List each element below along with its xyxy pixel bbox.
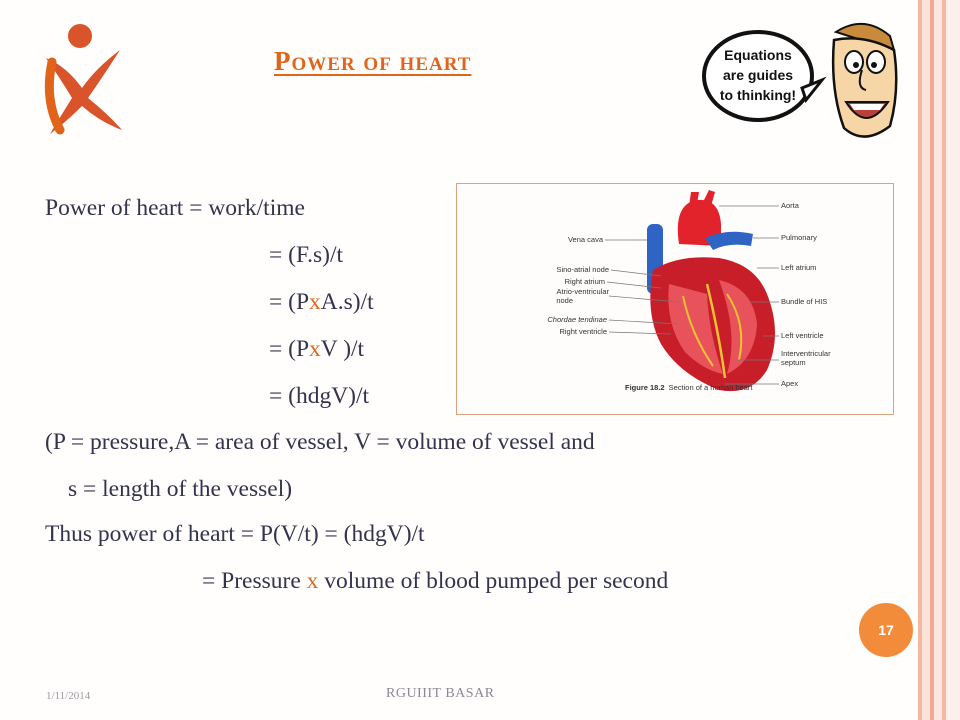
bubble-line: are guides	[722, 67, 794, 83]
label-atrio-ventricular: Atrio-ventricular	[556, 287, 609, 296]
text-line	[202, 567, 668, 595]
label-pulmonary: Pulmonary	[781, 233, 817, 242]
footer-institution: RGUIIIT BASAR	[386, 686, 495, 701]
multiply-symbol: x	[306, 568, 319, 594]
label-septum: septum	[781, 358, 806, 367]
label-right-atrium: Right atrium	[564, 277, 605, 286]
bubble-line: Equations	[724, 47, 792, 63]
slide-title: Power of heart	[274, 46, 472, 76]
text-line: s = length of the vessel)	[68, 476, 293, 502]
text-line: = (hdgV)/t	[269, 383, 370, 409]
page-number-badge: 17	[859, 603, 913, 657]
label-node: node	[556, 296, 573, 305]
label-left-atrium: Left atrium	[781, 263, 817, 272]
person-logo-icon	[36, 18, 128, 138]
label-sino-atrial: Sino-atrial node	[556, 265, 609, 274]
text-line: Thus power of heart = P(V/t) = (hdgV)/t	[45, 521, 425, 547]
text-line: Power of heart = work/time	[45, 195, 305, 221]
text-segment: V )/t	[320, 336, 365, 362]
text-line	[269, 288, 374, 316]
bubble-line: to thinking!	[719, 87, 797, 103]
text-line: (P = pressure,A = area of vessel, V = volume of vessel and	[45, 429, 595, 455]
text-segment: volume of blood pumped per second	[318, 568, 669, 594]
text-segment: = (P	[269, 336, 310, 362]
label-aorta: Aorta	[781, 201, 799, 210]
figure-caption	[625, 383, 753, 392]
caption-text: Section of a human heart	[668, 383, 753, 392]
label-interventricular: Interventricular	[781, 349, 831, 358]
text-line: = (F.s)/t	[269, 242, 344, 268]
footer-date: 1/11/2014	[46, 690, 91, 702]
caption-figure-number: Figure 18.2	[625, 383, 665, 392]
label-vena-cava: Vena cava	[567, 235, 603, 244]
label-apex: Apex	[781, 379, 799, 388]
edge-stripe	[946, 0, 960, 720]
multiply-symbol: x	[309, 289, 321, 315]
label-right-ventricle: Right ventricle	[559, 327, 607, 336]
heart-diagram-icon	[457, 184, 893, 414]
cartoon-face-icon	[694, 10, 904, 150]
label-left-ventricle: Left ventricle	[781, 331, 824, 340]
edge-stripe	[922, 0, 930, 720]
text-segment: = (P	[269, 289, 310, 315]
text-line	[269, 335, 364, 363]
text-segment: = Pressure	[202, 568, 307, 594]
label-bundle-of-his: Bundle of HIS	[781, 297, 828, 306]
text-segment: A.s)/t	[320, 289, 374, 315]
label-chordae: Chordae tendinae	[547, 315, 607, 324]
multiply-symbol: x	[309, 336, 321, 362]
heart-figure-frame	[456, 183, 894, 415]
edge-stripe	[934, 0, 942, 720]
